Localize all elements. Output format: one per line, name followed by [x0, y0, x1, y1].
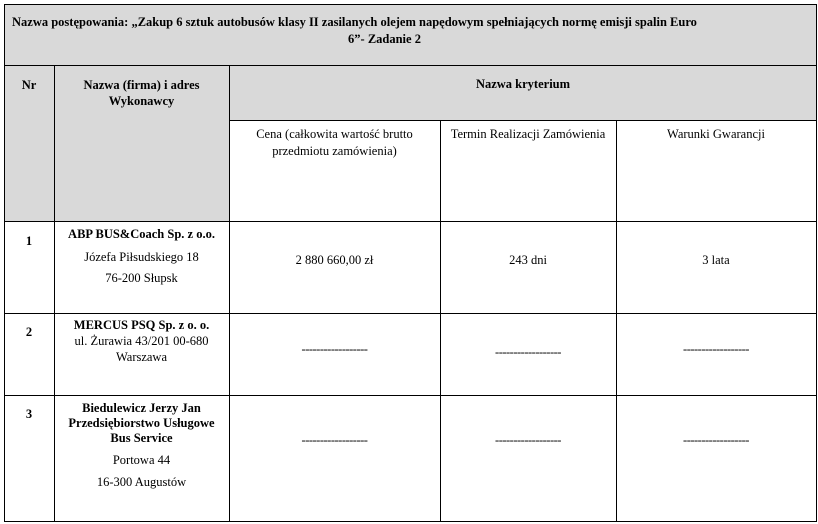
proceeding-title [12, 14, 757, 48]
row-2-address-1: ul. Żurawia 43/201 00-680 [74, 334, 209, 348]
term-column-header: Termin Realizacji Zamówienia [450, 127, 606, 141]
title-line-2: 6”- Zadanie 2 [348, 32, 421, 46]
price-header-line-1: Cena (całkowita wartość brutto [256, 127, 413, 141]
row-3-address-2: 16-300 Augustów [96, 475, 187, 489]
row-3-term: ------------------ [495, 433, 561, 447]
row-2-price: ------------------ [301, 342, 368, 356]
firm-header-line-2: Wykonawcy [108, 94, 175, 108]
nr-column-header: Nr [21, 78, 37, 92]
row-1-contractor [54, 227, 229, 287]
row-2-nr: 2 [25, 325, 33, 339]
row-1-term: 243 dni [509, 253, 547, 267]
row-3-warranty: ------------------ [683, 433, 749, 447]
price-header-line-2: przedmiotu zamówienia) [272, 144, 397, 158]
results-table [4, 4, 817, 522]
row-2-name-1: MERCUS PSQ Sp. z o. o. [73, 318, 210, 332]
row-1-nr: 1 [25, 234, 33, 248]
warranty-column-header: Warunki Gwarancji [667, 127, 765, 141]
row-3-address-1: Portowa 44 [112, 453, 171, 467]
row-3-contractor [54, 401, 229, 491]
title-line-1: Nazwa postępowania: „Zakup 6 sztuk autobusów klasy II zasilanych olejem napędowym spełniających normę emisji spalin Euro [12, 15, 697, 29]
row-2-contractor [54, 318, 229, 365]
criterion-header: Nazwa kryterium [475, 77, 571, 91]
row-2-warranty: ------------------ [683, 342, 749, 356]
row-2-address-2: Warszawa [115, 350, 168, 364]
firm-header-line-1: Nazwa (firma) i adres [83, 78, 200, 92]
row-1-name-1: ABP BUS&Coach Sp. z o.o. [68, 227, 215, 241]
row-1-warranty: 3 lata [702, 253, 730, 267]
row-2-term: ------------------ [495, 345, 561, 359]
price-column-header [229, 126, 440, 160]
firm-column-header [54, 77, 229, 109]
row-1-address-2: 76-200 Słupsk [105, 271, 178, 285]
row-1-address-1: Józefa Piłsudskiego 18 [84, 250, 199, 264]
row-3-name-2: Przedsiębiorstwo Usługowe [68, 416, 215, 430]
row-3-name-3: Bus Service [110, 431, 173, 445]
row-3-price: ------------------ [301, 433, 368, 447]
criterion-header-shade [229, 65, 817, 120]
row-3-name-1: Biedulewicz Jerzy Jan [82, 401, 201, 415]
row-1-price: 2 880 660,00 zł [295, 253, 374, 267]
row-3-nr: 3 [25, 407, 33, 421]
